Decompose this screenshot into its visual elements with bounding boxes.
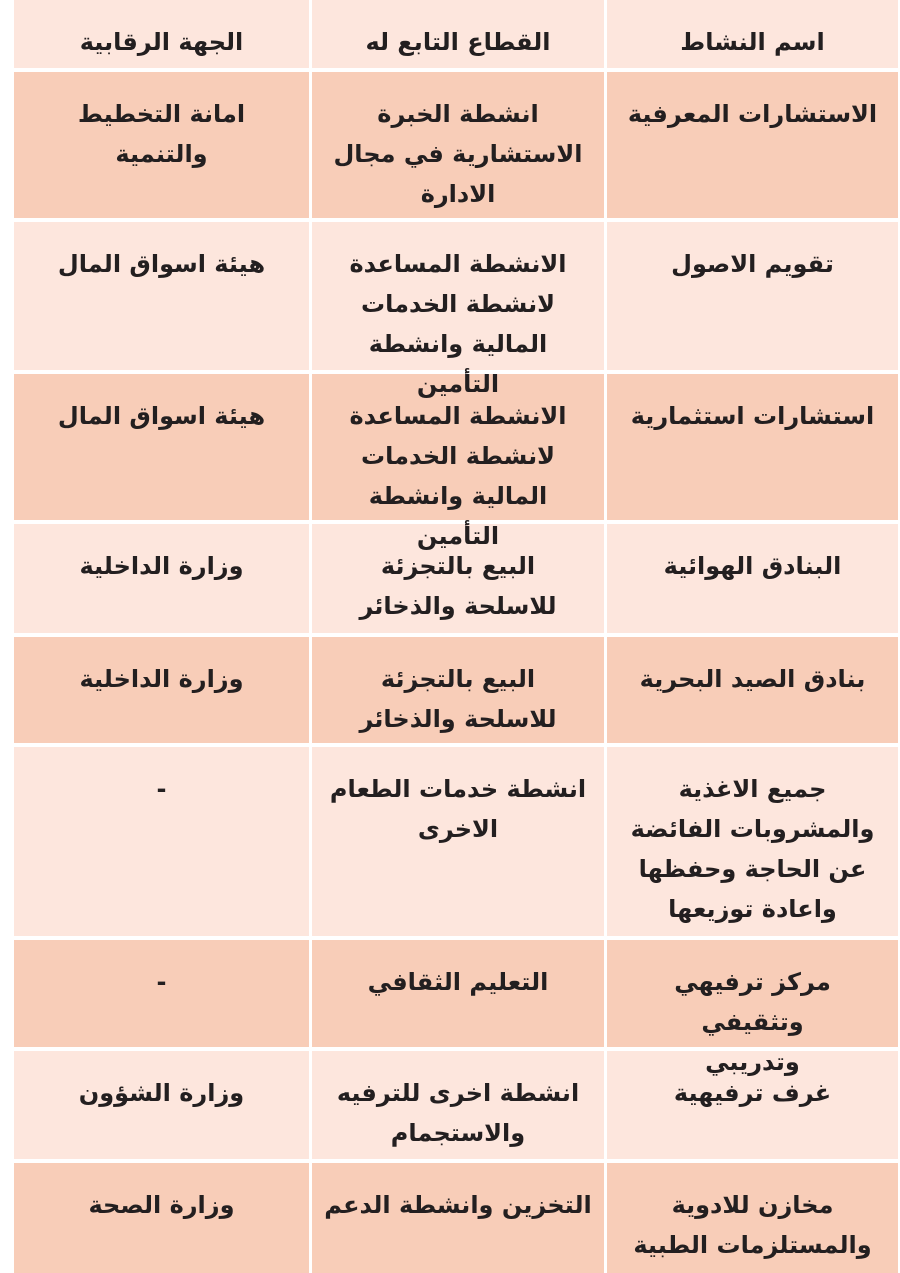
header-sector: القطاع التابع له: [309, 0, 604, 68]
activity-cell: الاستشارات المعرفية: [604, 72, 898, 218]
activity-cell: مركز ترفيهي وتثقيفي وتدريبي: [604, 940, 898, 1082]
authority-cell: وزارة الصحة: [88, 1191, 235, 1219]
table-row: [14, 72, 898, 222]
authority-cell: وزارة الداخلية: [79, 552, 244, 580]
sector-cell: التخزين وانشطة الدعم: [309, 1163, 604, 1273]
table-row: [14, 1051, 898, 1163]
table-header-row: [14, 0, 898, 72]
sector-cell: البيع بالتجزئة للاسلحة والذخائر: [309, 637, 604, 743]
activity-cell: بنادق الصيد البحرية: [604, 637, 898, 743]
activity-cell: مخازن للادوية والمستلزمات الطبية: [604, 1163, 898, 1273]
table-row: [14, 637, 898, 747]
activity-cell: البنادق الهوائية: [604, 524, 898, 633]
table-row: [14, 1163, 898, 1273]
header-authority: الجهة الرقابية: [79, 28, 244, 56]
sector-cell: انشطة الخبرة الاستشارية في مجال الادارة: [309, 72, 604, 218]
authority-cell: هيئة اسواق المال: [57, 250, 266, 278]
table-row: [14, 940, 898, 1076]
sector-cell: التعليم الثقافي: [309, 940, 604, 1082]
table-row: [14, 747, 898, 940]
activity-cell: جميع الاغذية والمشروبات الفائضة عن الحاجة وحفظها واعادة توزيعها: [604, 747, 898, 936]
table-row: [14, 524, 898, 637]
authority-cell: وزارة الشؤون: [78, 1079, 245, 1107]
table-row: [14, 374, 898, 550]
sector-cell: البيع بالتجزئة للاسلحة والذخائر: [309, 524, 604, 633]
authority-cell: هيئة اسواق المال: [57, 402, 266, 430]
table-row: [14, 222, 898, 398]
authority-cell: وزارة الداخلية: [79, 665, 244, 693]
authority-cell: -: [156, 775, 167, 803]
authority-cell: امانة التخطيط والتنمية: [77, 100, 246, 168]
header-activity-name: اسم النشاط: [604, 0, 898, 68]
activities-table: [14, 0, 898, 1273]
sector-cell: انشطة خدمات الطعام الاخرى: [309, 747, 604, 936]
sector-cell: انشطة اخرى للترفيه والاستجمام: [309, 1051, 604, 1159]
activity-cell: غرف ترفيهية: [604, 1051, 898, 1159]
authority-cell: -: [156, 968, 167, 996]
activity-cell: استشارات استثمارية: [604, 374, 898, 556]
activity-cell: تقويم الاصول: [604, 222, 898, 404]
sector-cell: الانشطة المساعدة لانشطة الخدمات المالية وانشطة التأمين: [309, 222, 604, 404]
sector-cell: الانشطة المساعدة لانشطة الخدمات المالية وانشطة التأمين: [309, 374, 604, 556]
